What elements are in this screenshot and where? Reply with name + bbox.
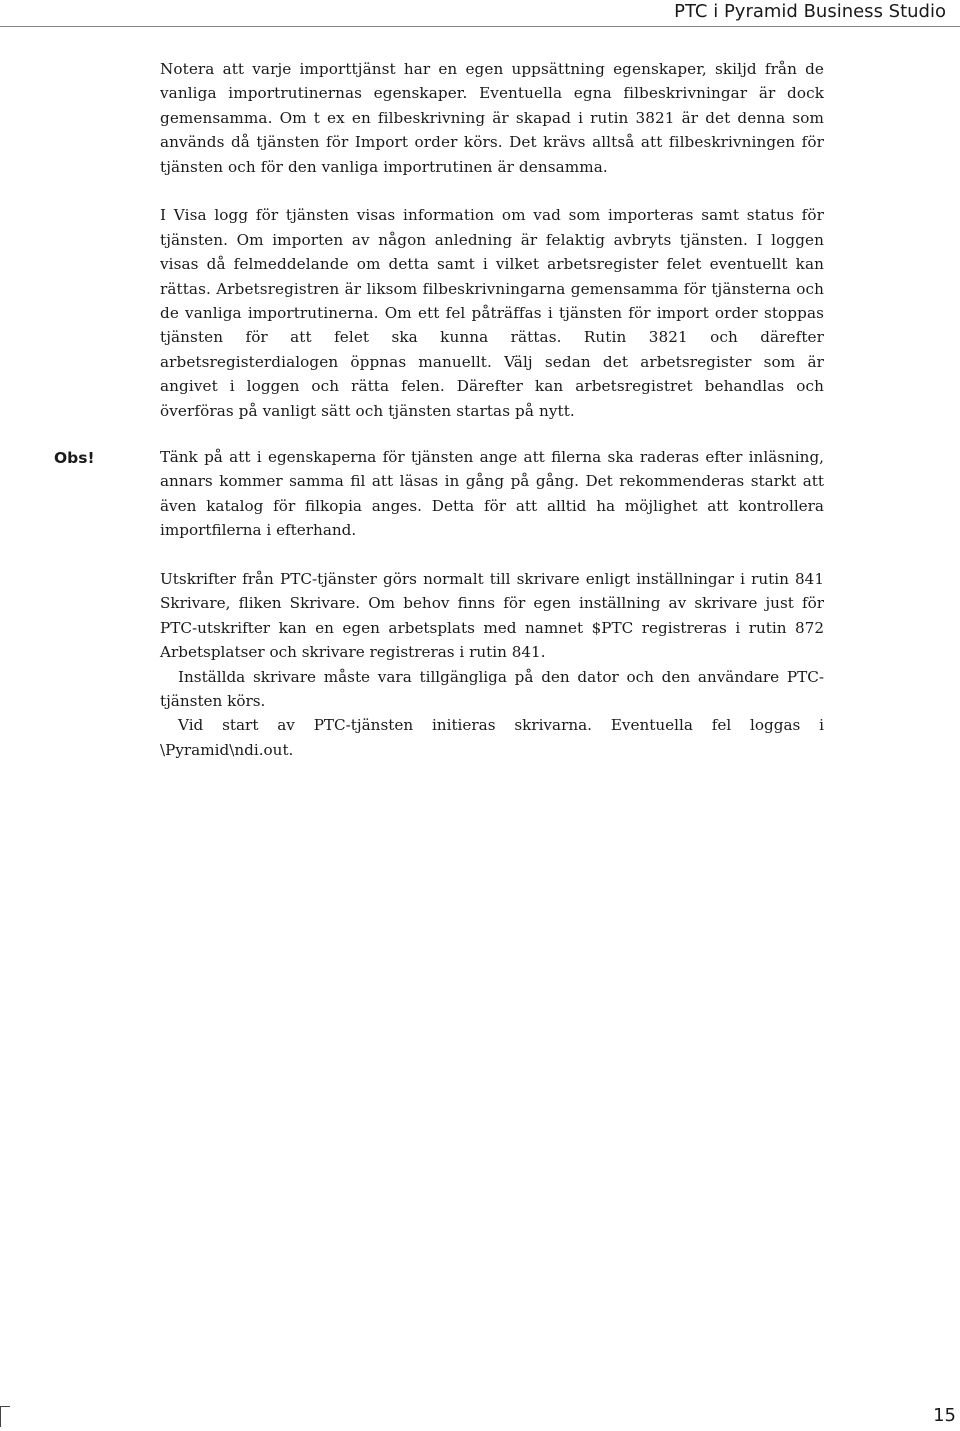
running-header-title: PTC i Pyramid Business Studio: [674, 1, 946, 22]
note-text: Tänk på att i egenskaperna för tjänsten ange att filerna ska raderas efter inläsning, annars kommer samma fil att läsas in gång på gång. Det rekommenderas starkt att även katalog för filkopia anges. Detta för att alltid ha möjlighet att kontrollera importfilerna i efterhand.: [160, 448, 824, 540]
paragraph-printer-init: Vid start av PTC-tjänsten initieras skrivarna. Eventuella fel loggas i \Pyramid\ndi.out.: [160, 716, 824, 759]
page-number: 15: [933, 1405, 956, 1426]
paragraph-printer-availability: Inställda skrivare måste vara tillgängliga på den dator och den användare PTC-tjänsten körs.: [160, 667, 824, 711]
paragraph-view-log: I Visa logg för tjänsten visas information om vad som importeras samt status för tjänsten. Om importen av någon anledning är felaktig avbryts tjänsten. I loggen visas då felmeddelande om detta samt i vilket arbetsregister felet eventuellt kan rättas. Arbetsregistren är liksom filbeskrivningarna gemensamma för tjänsterna och de vanliga importrutinerna. Om ett fel påträffas i tjänsten för import order stoppas tjänsten för att felet ska kunna rättas. Rutin 3821 och därefter arbetsregisterdialogen öppnas manuellt. Välj sedan det arbetsregister som är angivet i loggen och rätta felen. Därefter kan arbetsregistret behandlas och överföras på vanligt sätt och tjänsten startas på nytt.: [160, 206, 824, 420]
paragraph-import-properties: Notera att varje importtjänst har en egen uppsättning egenskaper, skiljd från de vanliga importrutinernas egenskaper. Eventuella egna filbeskrivningar är dock gemensamma. Om t ex en filbeskrivning är skapad i rutin 3821 är det denna som används då tjänsten för Import order körs. Det krävs alltså att filbeskrivningen för tjänsten och för den vanliga importrutinen är densamma.: [160, 60, 824, 176]
body-text: [160, 57, 824, 423]
printing-section: [160, 567, 824, 762]
note-label: Obs!: [54, 449, 95, 467]
crop-mark-left: [0, 1406, 10, 1427]
header-divider: [0, 26, 960, 27]
paragraph-printing-settings: Utskrifter från PTC-tjänster görs normalt till skrivare enligt inställningar i rutin 841 Skrivare, fliken Skrivare. Om behov finns för egen inställning av skrivare just för PTC-utskrifter kan en egen arbetsplats med namnet $PTC registreras i rutin 872 Arbetsplatser och skrivare registreras i rutin 841.: [160, 570, 824, 662]
